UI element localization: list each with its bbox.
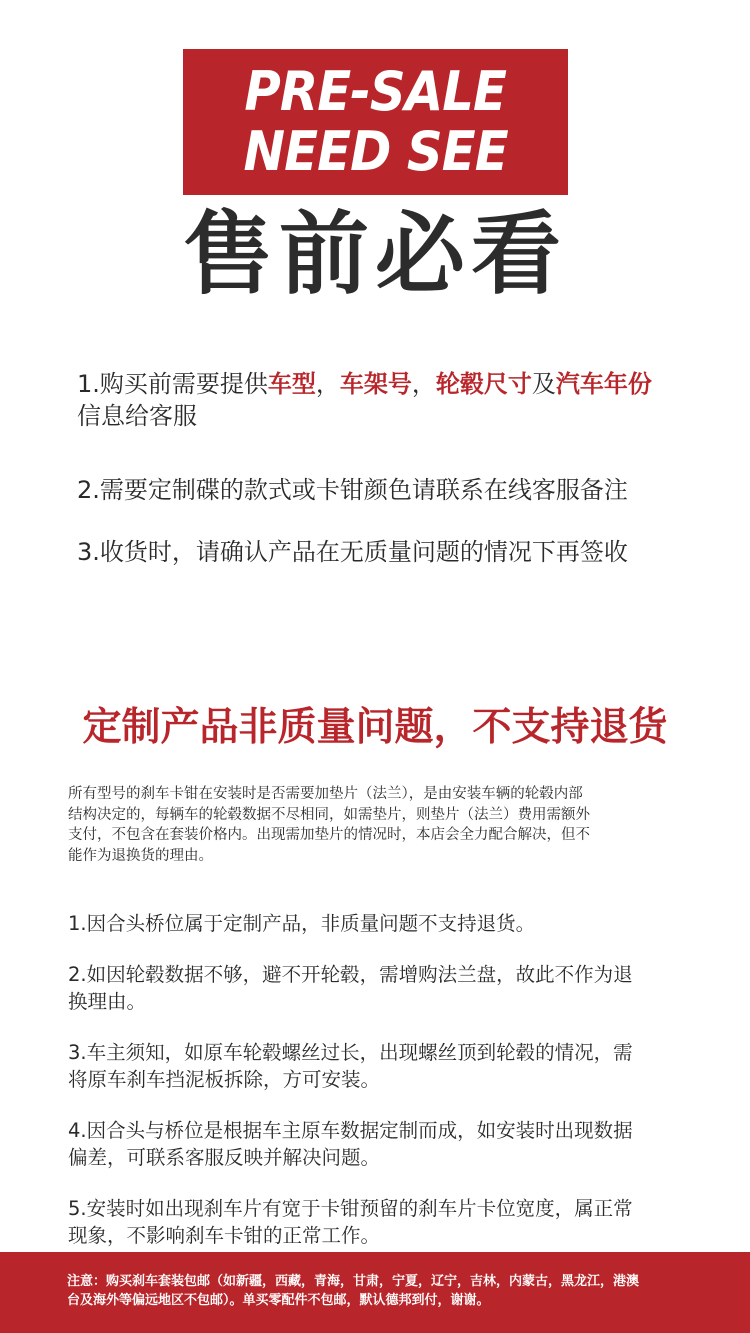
note-2: 2.需要定制碟的款式或卡钳颜色请联系在线客服备注 [77, 476, 628, 504]
rule-1 [68, 910, 708, 937]
no-return-heading: 定制产品非质量问题，不支持退货 [82, 705, 668, 750]
rule-4-line-1: 4.因合头与桥位是根据车主原车数据定制而成，如安装时出现数据 [68, 1119, 633, 1142]
note-1-prefix: 1.购买前需要提供 [77, 370, 268, 398]
note-1-sep-2: ， [411, 370, 436, 398]
rule-5 [68, 1195, 708, 1249]
rules-list [68, 910, 708, 1273]
note-1 [77, 368, 717, 400]
note-1-sep-3: 及 [531, 370, 556, 398]
rule-2-line-1: 2.如因轮毂数据不够，避不开轮毂，需增购法兰盘，故此不作为退 [68, 963, 633, 986]
rule-5-line-1: 5.安装时如出现刹车片有宽于卡钳预留的刹车片卡位宽度，属正常 [68, 1197, 633, 1220]
note-1-sep-1: ， [315, 370, 340, 398]
highlight-car-year: 汽车年份 [555, 370, 652, 398]
highlight-vin: 车架号 [339, 370, 412, 398]
paragraph-line: 所有型号的刹车卡钳在安装时是否需要加垫片（法兰），是由安装车辆的轮毂内部 [68, 786, 583, 802]
note-1-line-2: 信息给客服 [77, 402, 197, 430]
note-3: 3.收货时，请确认产品在无质量问题的情况下再签收 [77, 538, 628, 566]
paragraph-line: 结构决定的，每辆车的轮毂数据不尽相同，如需垫片，则垫片（法兰）费用需额外 [68, 806, 590, 823]
highlight-wheel-size: 轮毂尺寸 [435, 370, 532, 398]
presale-banner [183, 49, 568, 195]
paragraph-line: 支付，不包含在套装价格内。出现需加垫片的情况时，本店会全力配合解决，但不 [68, 827, 590, 843]
rule-4-line-2: 偏差，可联系客服反映并解决问题。 [68, 1146, 381, 1169]
rule-4 [68, 1117, 708, 1171]
banner-line-2: NEED SEE [243, 120, 508, 183]
shipping-notice-footer [0, 1252, 750, 1333]
banner-line-1: PRE-SALE [244, 60, 507, 123]
footer-line-1: 注意：购买刹车套装包邮（如新疆，西藏，青海，甘肃，宁夏，辽宁，吉林，内蒙古，黑龙江，港澳 [67, 1274, 640, 1289]
footer-line-2: 台及海外等偏远地区不包邮）。单买零配件不包邮，默认德邦到付，谢谢。 [67, 1293, 490, 1308]
rule-3-line-2: 将原车刹车挡泥板拆除，方可安装。 [68, 1068, 381, 1091]
rule-2 [68, 961, 708, 1015]
rule-1-line-1: 1.因合头桥位属于定制产品，非质量问题不支持退货。 [68, 912, 536, 935]
paragraph-line: 能作为退换货的理由。 [68, 847, 213, 864]
rule-5-line-2: 现象，不影响刹车卡钳的正常工作。 [68, 1224, 381, 1247]
rule-3-line-1: 3.车主须知，如原车轮毂螺丝过长，出现螺丝顶到轮毂的情况，需 [68, 1041, 633, 1064]
page-title: 售前必看 [183, 202, 567, 307]
rule-2-line-2: 换理由。 [68, 990, 147, 1013]
spacer-paragraph [68, 784, 688, 866]
rule-3 [68, 1039, 708, 1093]
highlight-car-model: 车型 [267, 370, 316, 398]
presale-notes [77, 368, 717, 568]
